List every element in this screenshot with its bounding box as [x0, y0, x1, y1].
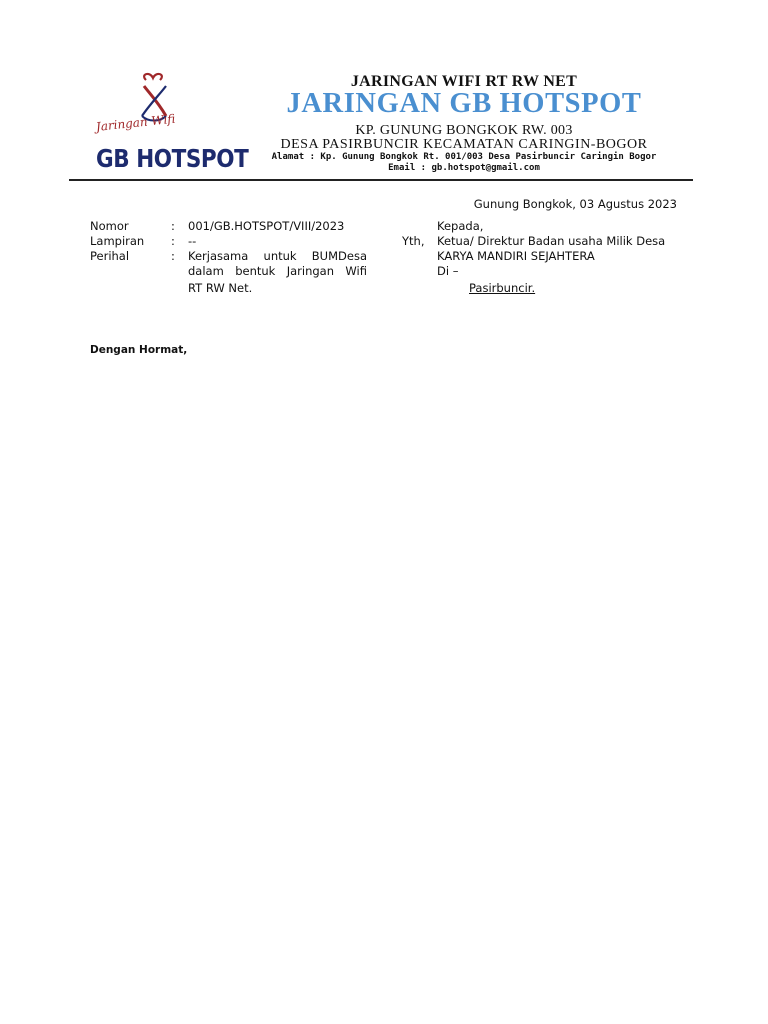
perihal-line: dalam bentuk Jaringan Wifi: [188, 264, 367, 278]
logo-script-text: Jaringan Wifi: [95, 111, 176, 134]
letter-date: Gunung Bongkok, 03 Agustus 2023: [473, 197, 677, 211]
lampiran-value: --: [188, 234, 197, 248]
recipient-city: Pasirbuncir.: [469, 281, 536, 295]
letterhead-email: Email : gb.hotspot@gmail.com: [388, 163, 540, 173]
letterhead-subtitle: JARINGAN WIFI RT RW NET: [350, 73, 578, 90]
perihal-label: Perihal: [90, 249, 130, 263]
greeting: Dengan Hormat,: [90, 344, 188, 356]
recipient-yth: Yth,: [402, 234, 425, 248]
letterhead-title: JARINGAN GB HOTSPOT: [286, 88, 642, 119]
lampiran-colon: :: [171, 234, 175, 248]
recipient-title: Ketua/ Direktur Badan usaha Milik Desa: [437, 234, 666, 248]
perihal-colon: :: [171, 249, 175, 263]
header-divider: [69, 179, 693, 181]
recipient-di: Di –: [437, 264, 459, 278]
nomor-value: 001/GB.HOTSPOT/VIII/2023: [188, 219, 345, 233]
perihal-line: RT RW Net.: [188, 281, 253, 295]
recipient-kepada: Kepada,: [437, 219, 484, 233]
letterhead-address-line2: DESA PASIRBUNCIR KECAMATAN CARINGIN-BOGOR: [280, 137, 648, 152]
letterhead-address-line1: KP. GUNUNG BONGKOK RW. 003: [355, 123, 573, 138]
letterhead-alamat: Alamat : Kp. Gunung Bongkok Rt. 001/003 Desa Pasirbuncir Caringin Bogor: [271, 152, 657, 162]
recipient-organization: KARYA MANDIRI SEJAHTERA: [437, 249, 595, 263]
perihal-line: Kerjasama untuk BUMDesa: [188, 249, 367, 263]
nomor-colon: :: [171, 219, 175, 233]
lampiran-label: Lampiran: [90, 234, 145, 248]
nomor-label: Nomor: [90, 219, 129, 233]
logo-brand-text: GB HOTSPOT: [96, 144, 249, 173]
company-logo: [92, 72, 249, 180]
